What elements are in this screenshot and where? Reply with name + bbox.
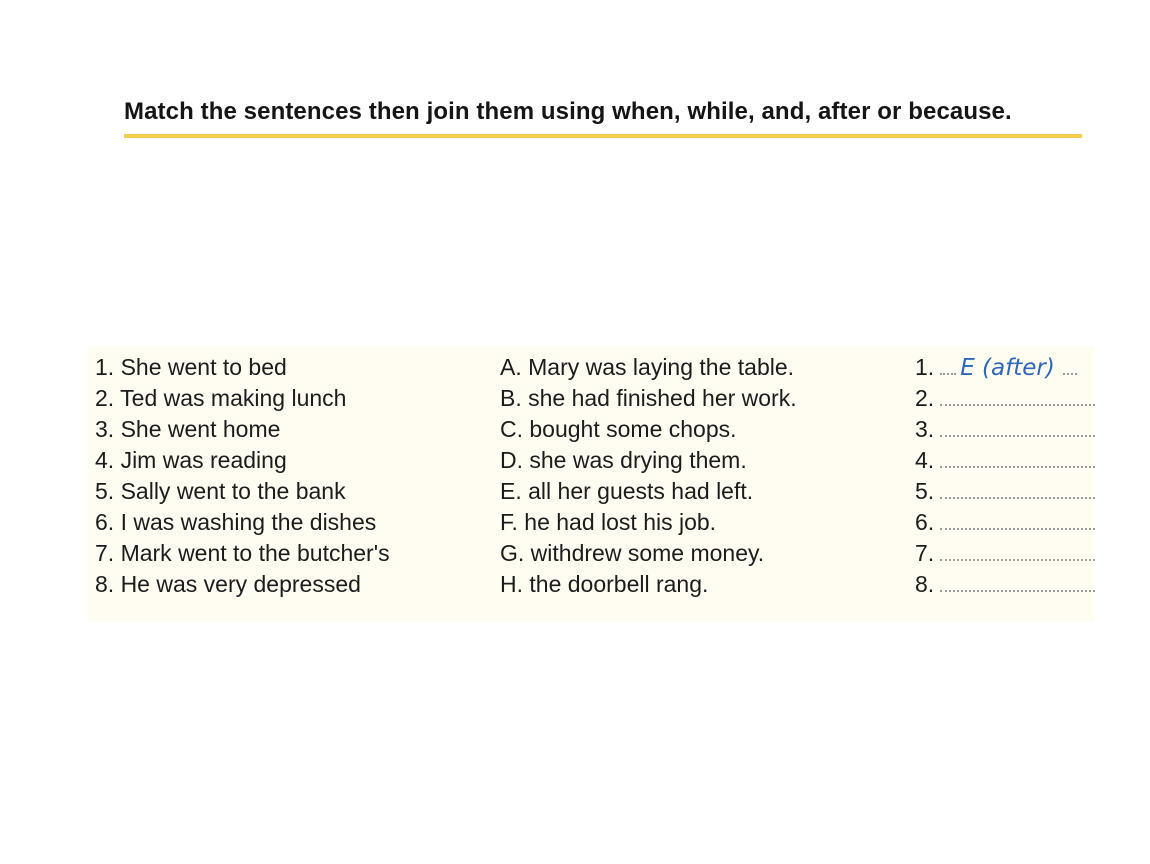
ending-item: G. withdrew some money. <box>500 540 765 566</box>
answer-number: 2. <box>915 385 935 411</box>
sentence-item: 7. Mark went to the butcher's <box>95 540 390 566</box>
answer-line-3[interactable] <box>915 414 1095 445</box>
answer-number: 4. <box>915 447 935 473</box>
exercise-instruction: Match the sentences then join them using when, while, and, after or because. <box>124 98 1012 125</box>
answer-number: 5. <box>915 478 935 504</box>
ending-item: B. she had finished her work. <box>500 385 797 411</box>
sentence-item: 8. He was very depressed <box>95 571 361 597</box>
answer-dotted-line <box>1063 355 1077 375</box>
answer-number: 8. <box>915 571 935 597</box>
answer-number: 7. <box>915 540 935 566</box>
sentence-item: 6. I was washing the dishes <box>95 509 377 535</box>
ending-list <box>500 352 797 600</box>
answer-dotted-line <box>940 448 1095 468</box>
answer-line-7[interactable] <box>915 538 1095 569</box>
ending-item: E. all her guests had left. <box>500 478 754 504</box>
answer-dotted-line <box>940 541 1095 561</box>
answer-handwritten: E (after) <box>960 355 1055 381</box>
ending-item: D. she was drying them. <box>500 447 747 473</box>
sentence-item: 2. Ted was making lunch <box>95 385 347 411</box>
answer-line-1[interactable] <box>915 352 1095 383</box>
answer-dotted-line <box>940 510 1095 530</box>
answer-list <box>915 352 1095 600</box>
answer-dotted-line <box>940 572 1095 592</box>
sentence-item: 3. She went home <box>95 416 281 442</box>
ending-item: F. he had lost his job. <box>500 509 717 535</box>
answer-dotted-line <box>940 355 956 375</box>
answer-dotted-line <box>940 417 1095 437</box>
answer-number: 3. <box>915 416 935 442</box>
sentence-item: 5. Sally went to the bank <box>95 478 346 504</box>
answer-line-6[interactable] <box>915 507 1095 538</box>
ending-item: H. the doorbell rang. <box>500 571 709 597</box>
answer-line-4[interactable] <box>915 445 1095 476</box>
ending-item: C. bought some chops. <box>500 416 737 442</box>
sentence-list <box>95 352 390 600</box>
answer-dotted-line <box>940 386 1095 406</box>
ending-item: A. Mary was laying the table. <box>500 354 795 380</box>
answer-line-5[interactable] <box>915 476 1095 507</box>
answer-number: 1. <box>915 354 935 380</box>
answer-line-8[interactable] <box>915 569 1095 600</box>
instruction-underline <box>124 134 1082 138</box>
answer-number: 6. <box>915 509 935 535</box>
sentence-item: 1. She went to bed <box>95 354 287 380</box>
answer-dotted-line <box>940 479 1095 499</box>
sentence-item: 4. Jim was reading <box>95 447 287 473</box>
answer-line-2[interactable] <box>915 383 1095 414</box>
